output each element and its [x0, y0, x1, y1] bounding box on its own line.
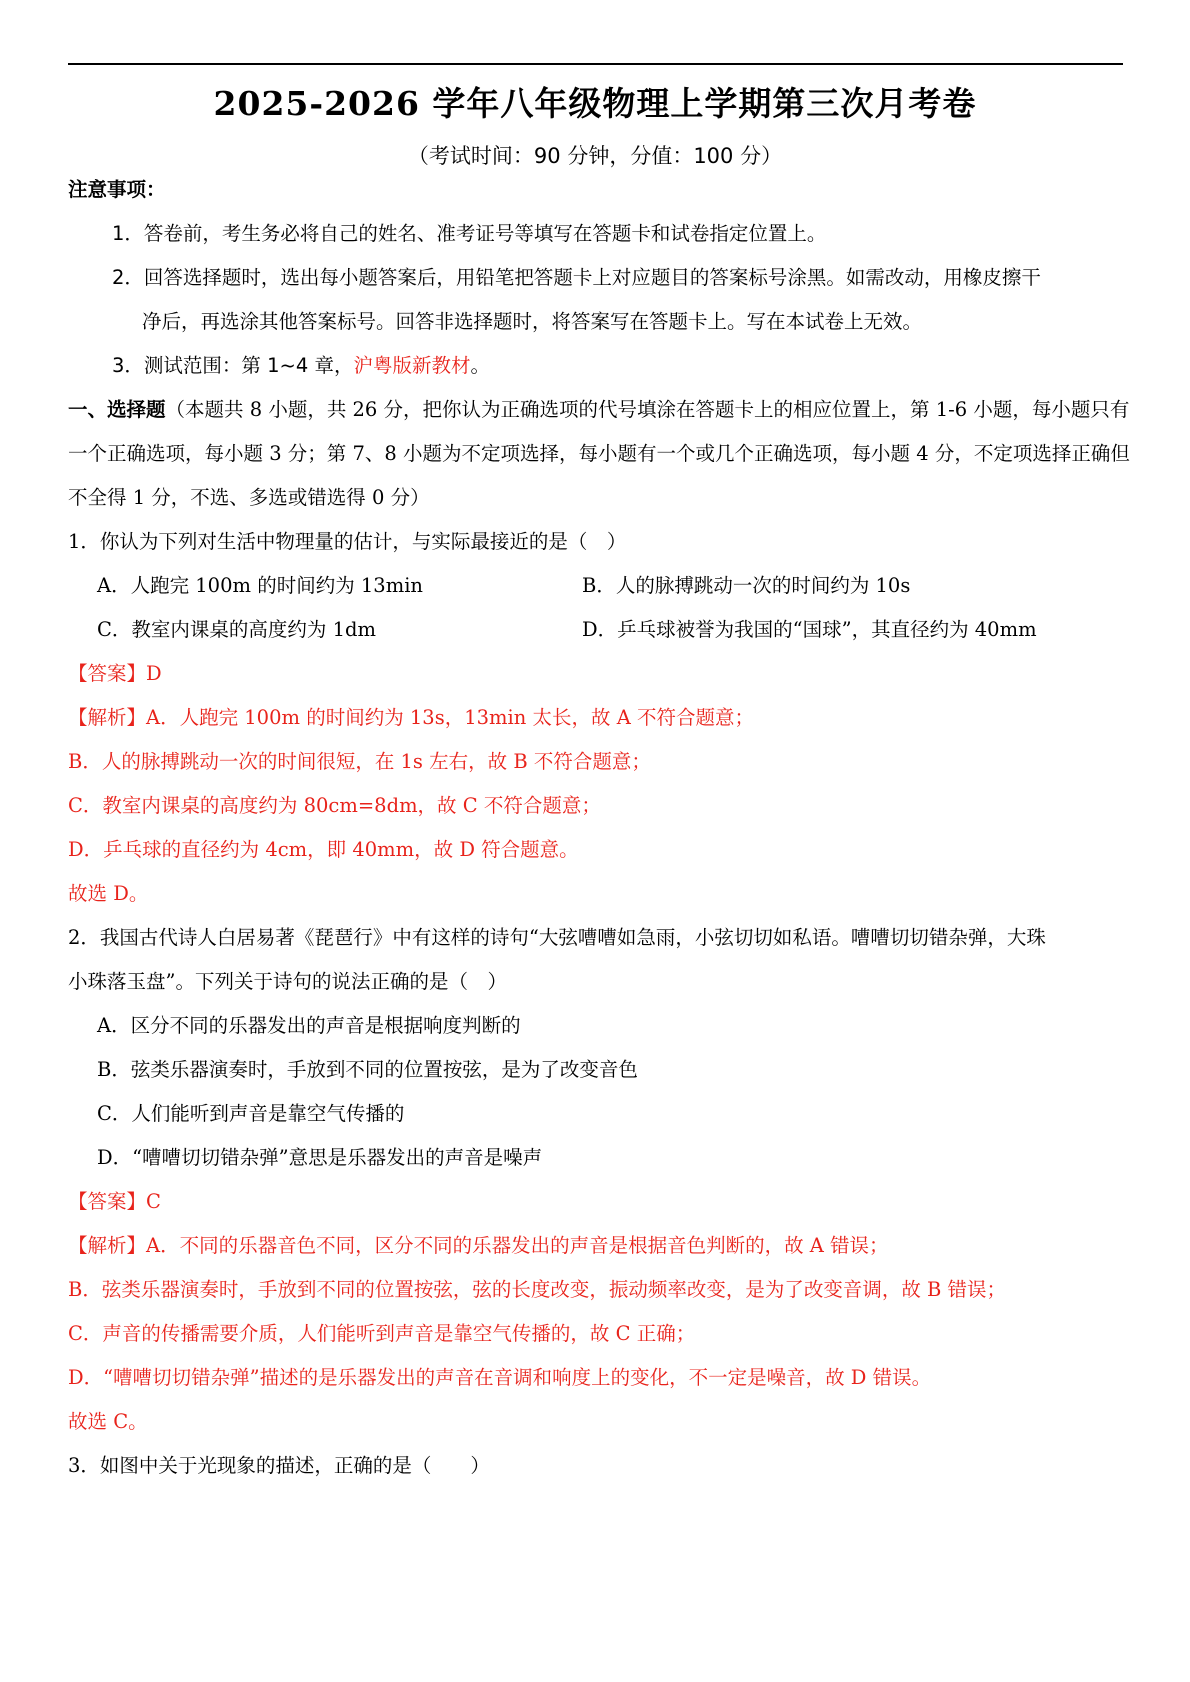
notice-item-3-suffix: 。	[470, 354, 490, 377]
q1-explanation-c: C．教室内课桌的高度约为 80cm=8dm，故 C 不符合题意；	[68, 794, 601, 817]
q2-explanation-b: B．弦类乐器演奏时，手放到不同的位置按弦，弦的长度改变，振动频率改变，是为了改变音调，故 B 错误；	[68, 1278, 1007, 1301]
exam-info: （考试时间：90 分钟，分值：100 分）	[407, 144, 783, 168]
q1-options-row-1	[97, 572, 911, 600]
notice-item-2-line-2: 净后，再选涂其他答案标号。回答非选择题时，将答案写在答题卡上。写在本试卷上无效。	[142, 310, 923, 333]
page-title: 2025-2026 学年八年级物理上学期第三次月考卷	[213, 84, 977, 123]
q2-answer: 【答案】C	[68, 1190, 161, 1213]
section-1-heading: 一、选择题	[68, 398, 166, 421]
textbook-highlight: 沪粤版新教材	[353, 354, 471, 377]
q1-option-c: C．教室内课桌的高度约为 1dm	[97, 618, 376, 641]
header-rule	[68, 63, 1123, 65]
notice-item-1: 1．答卷前，考生务必将自己的姓名、准考证号等填写在答题卡和试卷指定位置上。	[112, 222, 827, 245]
q2-stem-line-1: 2．我国古代诗人白居易著《琵琶行》中有这样的诗句“大弦嘈嘈如急雨，小弦切切如私语。嘈嘈切切错杂弹，大珠	[68, 926, 1046, 949]
notice-item-2-line-1: 2．回答选择题时，选出每小题答案后，用铅笔把答题卡上对应题目的答案标号涂黑。如需改动，用橡皮擦干	[112, 266, 1041, 289]
q3-stem: 3．如图中关于光现象的描述，正确的是（ ）	[68, 1454, 490, 1477]
q1-explanation-d: D．乒乓球的直径约为 4cm，即 40mm，故 D 符合题意。	[68, 838, 579, 861]
section-1-line-1	[68, 396, 1129, 424]
notice-heading: 注意事项：	[68, 178, 166, 201]
q1-answer: 【答案】D	[68, 662, 162, 685]
q1-explanation-b: B．人的脉搏跳动一次的时间很短，在 1s 左右，故 B 不符合题意；	[68, 750, 651, 773]
section-1-desc-line-3: 不全得 1 分，不选、多选或错选得 0 分）	[68, 486, 430, 509]
notice-item-3	[112, 352, 490, 380]
q1-stem: 1．你认为下列对生活中物理量的估计，与实际最接近的是（ ）	[68, 530, 627, 553]
q2-option-d: D．“嘈嘈切切错杂弹”意思是乐器发出的声音是噪声	[97, 1146, 543, 1169]
q2-conclusion: 故选 C。	[68, 1410, 148, 1433]
q2-explanation-d: D．“嘈嘈切切错杂弹”描述的是乐器发出的声音在音调和响度上的变化，不一定是噪音，故 D 错误。	[68, 1366, 932, 1389]
q1-options-row-2	[97, 616, 1037, 644]
q2-option-c: C．人们能听到声音是靠空气传播的	[97, 1102, 405, 1125]
q2-option-b: B．弦类乐器演奏时，手放到不同的位置按弦，是为了改变音色	[97, 1058, 638, 1081]
q2-stem-line-2: 小珠落玉盘”。下列关于诗句的说法正确的是（ ）	[68, 970, 507, 993]
q1-option-d: D．乒乓球被誉为我国的“国球”，其直径约为 40mm	[582, 618, 1037, 641]
section-1-desc-line-1: （本题共 8 小题，共 26 分，把你认为正确选项的代号填涂在答题卡上的相应位置上，第 1-6 小题，每小题只有	[165, 398, 1130, 421]
q1-conclusion: 故选 D。	[68, 882, 149, 905]
q1-option-b: B．人的脉搏跳动一次的时间约为 10s	[582, 574, 911, 597]
q1-explanation-a: 【解析】A．人跑完 100m 的时间约为 13s，13min 太长，故 A 不符合题意；	[68, 706, 754, 729]
q2-explanation-c: C．声音的传播需要介质，人们能听到声音是靠空气传播的，故 C 正确；	[68, 1322, 696, 1345]
q1-option-a: A．人跑完 100m 的时间约为 13min	[97, 574, 423, 597]
section-1-desc-line-2: 一个正确选项，每小题 3 分；第 7、8 小题为不定项选择，每小题有一个或几个正确选项，每小题 4 分，不定项选择正确但	[68, 442, 1130, 465]
q2-option-a: A．区分不同的乐器发出的声音是根据响度判断的	[97, 1014, 521, 1037]
notice-item-3-prefix: 3．测试范围：第 1~4 章，	[112, 354, 354, 377]
q2-explanation-a: 【解析】A．不同的乐器音色不同，区分不同的乐器发出的声音是根据音色判断的，故 A 错误；	[68, 1234, 889, 1257]
